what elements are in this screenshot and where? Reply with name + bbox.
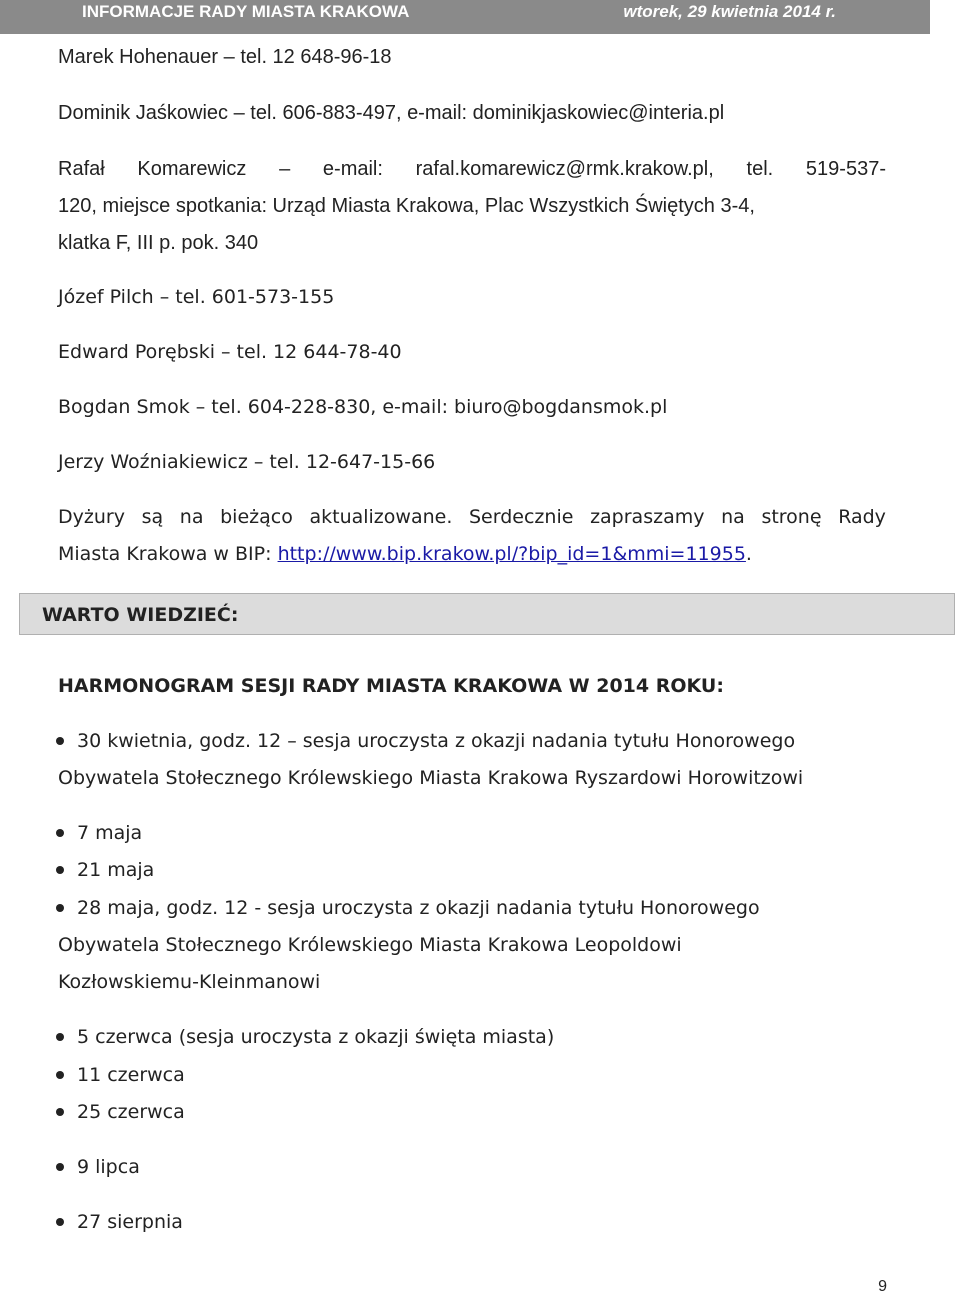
word: rafal.komarewicz@rmk.krakow.pl, bbox=[415, 158, 714, 180]
word: aktualizowane. bbox=[309, 506, 453, 528]
schedule-item: 11 czerwca bbox=[77, 1064, 185, 1086]
bullet-icon bbox=[56, 904, 64, 912]
header-title: INFORMACJE RADY MIASTA KRAKOWA bbox=[82, 2, 410, 21]
schedule-item: 28 maja, godz. 12 - sesja uroczysta z okazji nadania tytułu Honorowego bbox=[77, 897, 760, 919]
bullet-icon bbox=[56, 829, 64, 837]
contact-komarewicz-line1 bbox=[58, 157, 886, 181]
word: na bbox=[179, 506, 204, 528]
word: są bbox=[141, 506, 164, 528]
schedule-item: 27 sierpnia bbox=[77, 1211, 183, 1233]
word: Rafał bbox=[58, 158, 105, 180]
banner-title: WARTO WIEDZIEĆ: bbox=[42, 604, 239, 626]
word: Komarewicz bbox=[137, 158, 247, 180]
word: na bbox=[721, 506, 745, 528]
bullet-icon bbox=[56, 1108, 64, 1116]
page-number: 9 bbox=[878, 1278, 887, 1295]
schedule-item: 5 czerwca (sesja uroczysta z okazji święta miasta) bbox=[77, 1026, 555, 1048]
duty-note-line2 bbox=[58, 542, 752, 566]
schedule-item: 7 maja bbox=[77, 822, 143, 844]
word: stronę bbox=[761, 506, 822, 528]
bullet-icon bbox=[56, 1033, 64, 1041]
bullet-icon bbox=[56, 1218, 64, 1226]
duty-note-line1 bbox=[58, 505, 886, 529]
word: Serdecznie bbox=[469, 506, 574, 528]
bip-link[interactable]: http://www.bip.krakow.pl/?bip_id=1&mmi=11955 bbox=[277, 543, 746, 565]
contact-smok: Bogdan Smok – tel. 604-228-830, e-mail: biuro@bogdansmok.pl bbox=[58, 396, 668, 418]
schedule-item: 21 maja bbox=[77, 859, 155, 881]
schedule-item: 30 kwietnia, godz. 12 – sesja uroczysta z okazji nadania tytułu Honorowego bbox=[77, 730, 796, 752]
word: Rady bbox=[838, 506, 886, 528]
word: e-mail: bbox=[322, 158, 383, 180]
bullet-icon bbox=[56, 737, 64, 745]
word: bieżąco bbox=[220, 506, 293, 528]
bip-prefix: Miasta Krakowa w BIP: bbox=[58, 543, 278, 565]
bip-suffix: . bbox=[745, 543, 752, 565]
schedule-item-cont: Kozłowskiemu-Kleinmanowi bbox=[58, 971, 321, 993]
header-date: wtorek, 29 kwietnia 2014 r. bbox=[623, 2, 836, 21]
page-header bbox=[0, 0, 930, 34]
contact-komarewicz-line3: klatka F, III p. pok. 340 bbox=[58, 232, 259, 254]
contact-porebski: Edward Porębski – tel. 12 644-78-40 bbox=[58, 341, 402, 363]
contact-pilch: Józef Pilch – tel. 601-573-155 bbox=[58, 286, 335, 308]
word: – bbox=[279, 158, 291, 180]
word: zapraszamy bbox=[590, 506, 705, 528]
contact-jaskowiec: Dominik Jaśkowiec – tel. 606-883-497, e-mail: dominikjaskowiec@interia.pl bbox=[58, 102, 725, 124]
bullet-icon bbox=[56, 1163, 64, 1171]
schedule-item: 9 lipca bbox=[77, 1156, 140, 1178]
word: Dyżury bbox=[58, 506, 125, 528]
schedule-title: HARMONOGRAM SESJI RADY MIASTA KRAKOWA W 2014 ROKU: bbox=[58, 675, 724, 697]
schedule-item-cont: Obywatela Stołecznego Królewskiego Miasta Krakowa Ryszardowi Horowitzowi bbox=[58, 767, 804, 789]
word: 519-537- bbox=[805, 158, 886, 180]
word: tel. bbox=[746, 158, 774, 180]
bullet-icon bbox=[56, 866, 64, 874]
schedule-item-cont: Obywatela Stołecznego Królewskiego Miasta Krakowa Leopoldowi bbox=[58, 934, 682, 956]
bullet-icon bbox=[56, 1071, 64, 1079]
contact-wozniakiewicz: Jerzy Woźniakiewicz – tel. 12-647-15-66 bbox=[58, 451, 436, 473]
contact-komarewicz-line2: 120, miejsce spotkania: Urząd Miasta Krakowa, Plac Wszystkich Świętych 3-4, bbox=[58, 195, 755, 217]
section-banner bbox=[19, 593, 955, 635]
contact-hohenauer: Marek Hohenauer – tel. 12 648-96-18 bbox=[58, 46, 392, 68]
schedule-item: 25 czerwca bbox=[77, 1101, 185, 1123]
